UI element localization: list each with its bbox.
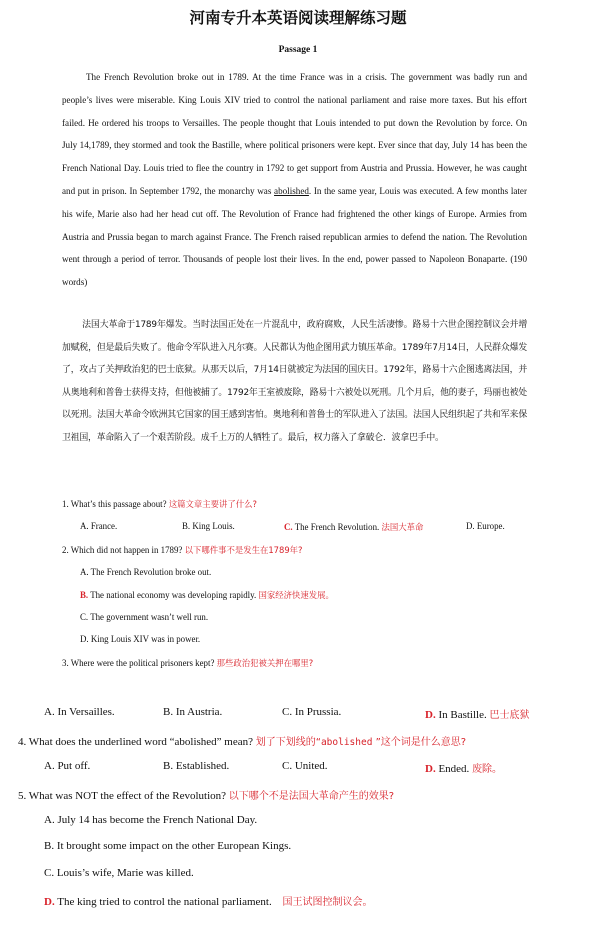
question-5-translation: 以下哪个不是法国大革命产生的效果? xyxy=(228,791,395,802)
q1-option-c xyxy=(284,521,423,533)
q1-answer-note: 法国大革命 xyxy=(381,522,424,532)
q4-option-c: C. United. xyxy=(282,760,328,772)
q4-option-b: B. Established. xyxy=(163,760,230,772)
question-1-translation: 这篇文章主要讲了什么? xyxy=(168,499,258,509)
q1-option-d: D. Europe. xyxy=(466,521,505,531)
question-3-translation: 那些政治犯被关押在哪里? xyxy=(216,658,314,668)
q2-option-b-text: The national economy was developing rapidly. xyxy=(88,590,259,600)
q5-option-a: A. July 14 has become the French National Day. xyxy=(44,814,258,826)
passage-title: Passage 1 xyxy=(278,45,318,55)
q4-option-d-text: Ended. xyxy=(435,763,473,775)
question-2 xyxy=(62,544,302,556)
question-3 xyxy=(62,657,313,669)
q3-option-d xyxy=(425,706,529,721)
q5-option-d xyxy=(44,893,372,908)
q5-answer-note: 国王试图控制议会。 xyxy=(282,897,373,908)
q1-option-c-text: The French Revolution. xyxy=(292,522,382,532)
q3-option-a: A. In Versailles. xyxy=(44,706,115,718)
q5-option-d-text: The king tried to control the national parliament. xyxy=(54,896,275,908)
q2-option-c: C. The government wasn’t well run. xyxy=(80,612,209,622)
question-4-translation-start: 划了下划线的“ xyxy=(255,737,321,748)
q5-option-c: C. Louis’s wife, Marie was killed. xyxy=(44,867,194,879)
q3-option-b: B. In Austria. xyxy=(163,706,223,718)
q1-option-a: A. France. xyxy=(80,521,118,531)
q4-option-a: A. Put off. xyxy=(44,760,91,772)
translation-text: 法国大革命于1789年爆发。当时法国正处在一片混乱中，政府腐败，人民生活凄惨。路易十六世企图控制议会并增加赋税，但是最后失败了。他命令军队进入凡尔赛。人民都认为他企图用武力镇压革命。1789年7月14日，人民群众爆发了，攻占了关押政治犯的巴士底狱。从那天以后，7月14日就被定为法国的国庆日。1792年，路易十六企图逃离法国，并从奥地利和普鲁士获得支持，但他被捕了。1792年王室被废除，路易十六被处以死刑。几个月后，他的妻子，玛丽也被处以死刑。法国大革命令欧洲其它国家的国王感到害怕。奥地利和普鲁士的军队进入了法国。法国人民组织起了共和军来保卫祖国，革命陷入了一个艰苦阶段。成千上万的人牺牲了。最后，权力落入了拿破仑．波拿巴手中。 xyxy=(62,320,527,443)
q4-answer-letter: D. xyxy=(425,763,436,775)
question-1-text: 1. What’s this passage about? xyxy=(62,499,169,509)
question-4-text: 4. What does the underlined word “abolished” mean? xyxy=(18,736,256,748)
q4-answer-note: 废除。 xyxy=(472,764,503,775)
question-4 xyxy=(18,733,466,748)
q3-answer-note: 巴士底狱 xyxy=(489,710,530,721)
q2-answer-note: 国家经济快速发展。 xyxy=(258,590,334,600)
passage-text-part-2: . In the same year, Louis was executed. A few months later his wife, Marie also had her head cut off. The Revolution of France had frightened the other kings of Europe. Armies from Austria and Prussia began to march against France. The French raised republican armies to defend the nation. The Revolution went through a period of terror. Thousands of people lost their lives. In the end, power passed to Napoleon Bonaparte. (190 words) xyxy=(62,185,527,288)
q5-option-b: B. It brought some impact on the other European Kings. xyxy=(44,840,292,852)
q1-option-b: B. King Louis. xyxy=(182,521,235,531)
question-4-translation-end: ”这个词是什么意思? xyxy=(372,737,467,748)
question-2-translation: 以下哪件事不是发生在1789年? xyxy=(184,545,303,555)
q3-answer-letter: D. xyxy=(425,709,436,721)
q5-answer-letter: D. xyxy=(44,896,55,908)
page-title: 河南专升本英语阅读理解练习题 xyxy=(189,9,407,27)
q2-answer-letter: B. xyxy=(80,590,89,600)
q2-option-d: D. King Louis XIV was in power. xyxy=(80,634,201,644)
q3-option-c: C. In Prussia. xyxy=(282,706,342,718)
q3-option-d-text: In Bastille. xyxy=(435,709,490,721)
q1-answer-letter: C. xyxy=(284,522,293,532)
underlined-word: abolished xyxy=(274,185,309,196)
passage-english xyxy=(62,66,527,294)
question-1 xyxy=(62,498,257,510)
question-5 xyxy=(18,787,394,802)
passage-translation xyxy=(62,314,527,450)
question-5-text: 5. What was NOT the effect of the Revolution? xyxy=(18,790,229,802)
q2-option-b xyxy=(80,589,334,601)
question-2-text: 2. Which did not happen in 1789? xyxy=(62,545,185,555)
q2-option-a: A. The French Revolution broke out. xyxy=(80,567,212,577)
question-4-quoted-word: abolished xyxy=(320,737,373,748)
question-3-text: 3. Where were the political prisoners kept? xyxy=(62,658,217,668)
passage-text-part-1: The French Revolution broke out in 1789. At the time France was in a crisis. The government was badly run and people’s lives were miserable. King Louis XIV tried to control the national parliament and raise more taxes. But his effort failed. He ordered his troops to Versailles. The people thought that Louis intended to put down the Revolution by force. On July 14,1789, they stormed and took the Bastille, where political prisoners were kept. Ever since that day, July 14 has been the French National Day. Louis tried to flee the country in 1792 to get support from Austria and Prussia. However, he was caught and put in prison. In September 1792, the monarchy was xyxy=(62,72,527,196)
q4-option-d xyxy=(425,760,502,775)
